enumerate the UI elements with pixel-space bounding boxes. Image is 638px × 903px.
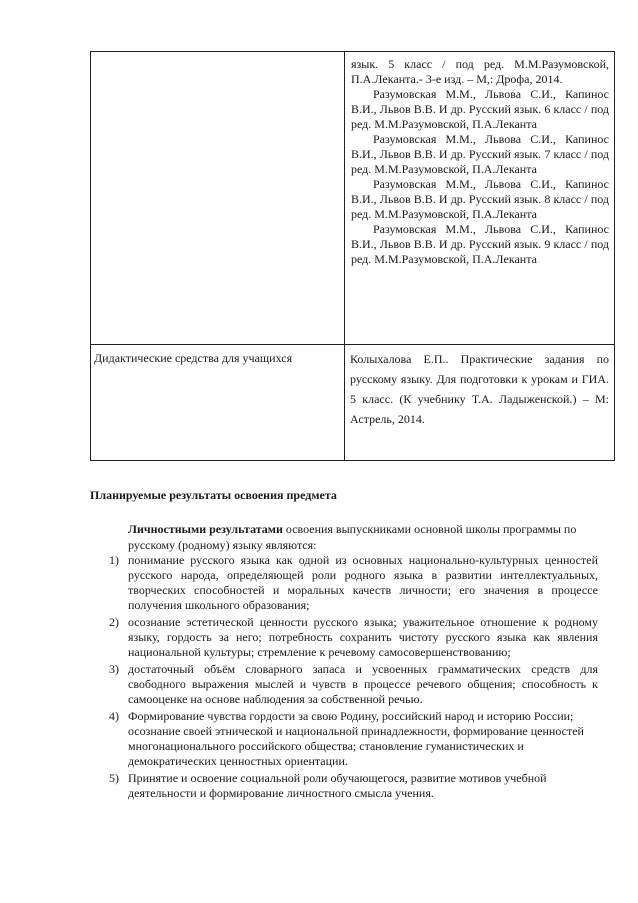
bibliography-table <box>90 51 615 461</box>
table-cell-empty <box>91 52 345 345</box>
list-number: 5) <box>109 771 119 785</box>
intro-text: освоения выпускниками основной школы программы по русскому (родному) языку являются: <box>128 522 577 552</box>
list-item <box>90 771 598 801</box>
didactic-entry: Колыхалова Е.П.. Практические задания по русскому языку. Для подготовки к урокам и ГИА. 5 класс. (К учебнику Т.А. Ладыженской.) – М: Астрель, 2014. <box>350 352 609 426</box>
list-item-text: понимание русского языка как одной из основных национально-культурных ценностей русского народа, определяющей роли родного языка в развитии интеллектуальных, творческих способностей и моральных качеств личности; его значения в процессе получения школьного образования; <box>128 553 598 612</box>
section-intro <box>128 521 598 553</box>
list-number: 3) <box>109 662 119 676</box>
list-item <box>90 553 598 613</box>
textbook-entry-9: Разумовская М.М., Львова С.И., Капинос В.И., Львов В.В. И др. Русский язык. 9 класс / под ред. М.М.Разумовской, П.А.Леканта <box>351 222 609 266</box>
section-title: Планируемые результаты освоения предмета <box>90 488 337 502</box>
list-item <box>90 662 598 707</box>
table-cell-didactic <box>345 345 615 461</box>
textbook-entry-7: Разумовская М.М., Львова С.И., Капинос В.И., Львов В.В. И др. Русский язык. 7 класс / под ред. М.М.Разумовской, П.А.Леканта <box>351 132 609 176</box>
list-number: 2) <box>109 615 119 629</box>
list-number: 4) <box>109 709 119 723</box>
results-list <box>90 553 598 803</box>
list-item-text: Принятие и освоение социальной роли обучающегося, развитие мотивов учебной деятельности и формирование личностного смысла учения. <box>128 771 547 800</box>
intro-bold-term: Личностными результатами <box>128 522 283 536</box>
list-item-text: Формирование чувства гордости за свою Родину, российский народ и историю России; осознание своей этнической и национальной принадлежности, формирование ценностей многонационального российского общества; становление гуманистических и демократических ценностных ориентации. <box>128 709 584 768</box>
table-row <box>91 52 615 345</box>
list-number: 1) <box>109 553 119 567</box>
table-cell-label: Дидактические средства для учащихся <box>91 345 345 461</box>
list-item-text: достаточный объём словарного запаса и усвоенных грамматических средств для свободного выражения мыслей и чувств в процессе речевого общения; способность к самооценке на основе наблюдения за собственной речью. <box>128 662 598 706</box>
textbook-entry-5: язык. 5 класс / под ред. М.М.Разумовской, П.А.Леканта.- 3-е изд. – М,: Дрофа, 2014. <box>351 57 609 86</box>
list-item <box>90 709 598 769</box>
list-item-text: осознание эстетической ценности русского языка; уважительное отношение к родному языку, гордость за него; потребность сохранить чистоту русского языка как явления национальной культуры; стремление к речевому самосовершенствованию; <box>128 615 598 659</box>
list-item <box>90 615 598 660</box>
textbook-entry-6: Разумовская М.М., Львова С.И., Капинос В.И., Львов В.В. И др. Русский язык. 6 класс / под ред. М.М.Разумовской, П.А.Леканта <box>351 87 609 131</box>
textbook-entry-8: Разумовская М.М., Львова С.И., Капинос В.И., Львов В.В. И др. Русский язык. 8 класс / под ред. М.М.Разумовской, П.А.Леканта <box>351 177 609 221</box>
table-cell-textbooks <box>345 52 615 345</box>
table-row <box>91 345 615 461</box>
